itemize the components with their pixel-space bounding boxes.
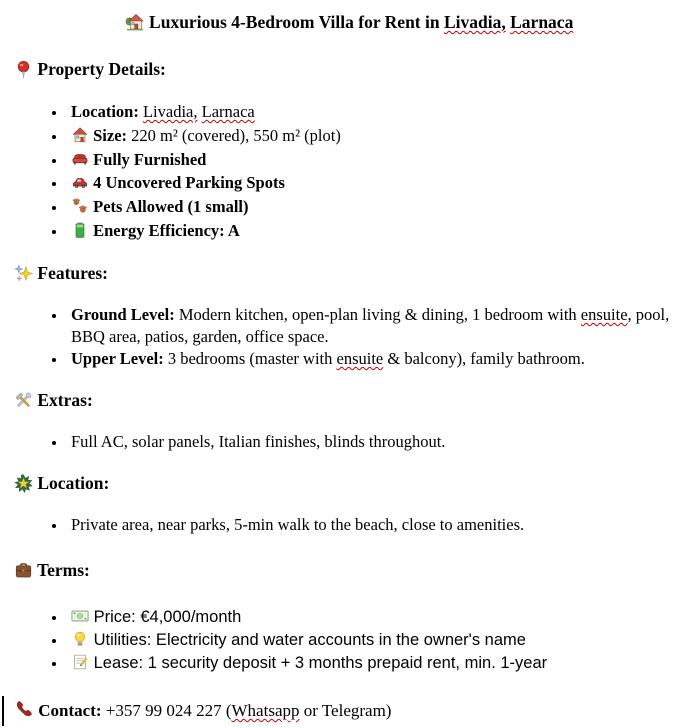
- briefcase-icon: [14, 561, 33, 580]
- title-misspelled-word: Larnaca: [510, 12, 574, 32]
- misspelled-word: ensuite: [336, 348, 384, 368]
- title-misspelled-word: Livadia,: [443, 12, 506, 32]
- location-label: Location:: [71, 102, 139, 121]
- upper-level-label: Upper Level:: [71, 348, 164, 368]
- house-icon: [71, 126, 89, 144]
- features-list: [0, 304, 698, 370]
- parking-label: 4 Uncovered Parking Spots: [93, 173, 285, 193]
- change-bar: [2, 696, 4, 726]
- sparkles-icon: [14, 264, 33, 283]
- memo-icon: [71, 653, 89, 671]
- property-details-list: [0, 100, 698, 243]
- telephone-receiver-icon: [14, 699, 34, 719]
- upper-level-text: 3 bedrooms (master with: [167, 348, 333, 368]
- section-title-text: Features:: [37, 262, 108, 283]
- list-item-energy: [67, 219, 698, 243]
- lease-text: Lease: 1 security deposit + 3 months prepaid rent, min. 1-year: [93, 653, 548, 672]
- price-text: Price: €4,000/month: [93, 607, 242, 626]
- couch-icon: [71, 150, 89, 168]
- list-item-furnished: [67, 148, 698, 172]
- extras-list: [0, 431, 698, 453]
- list-item-lease: [67, 652, 698, 675]
- terms-list: [0, 606, 698, 675]
- page-title: [0, 0, 698, 33]
- section-heading-extras: [14, 388, 698, 412]
- location-list: [0, 514, 698, 536]
- list-item-utilities: [67, 629, 698, 652]
- house-with-garden-icon: [125, 12, 145, 32]
- misspelled-word: Larnaca: [201, 102, 255, 121]
- paw-prints-icon: [71, 197, 89, 215]
- extras-text: Full AC, solar panels, Italian finishes, blinds throughout.: [71, 431, 446, 451]
- section-heading-location: [14, 471, 698, 495]
- contact-suffix: or Telegram): [299, 700, 392, 720]
- furnished-label: Fully Furnished: [93, 149, 207, 169]
- pets-label: Pets Allowed (1 small): [93, 197, 249, 217]
- euro-banknote-icon: [71, 607, 89, 625]
- ground-level-text: Modern kitchen, open-plan living & dining, 1 bedroom with: [178, 304, 577, 324]
- section-heading-terms: [14, 558, 698, 582]
- energy-label: Energy Efficiency: A: [93, 220, 240, 240]
- ground-level-label: Ground Level:: [71, 304, 175, 324]
- upper-level-text-after: & balcony), family bathroom.: [383, 348, 585, 368]
- ground-level-text-after: , pool, BBQ area, patios, garden, office space.: [71, 304, 670, 346]
- title-text: Luxurious 4-Bedroom Villa for Rent in: [149, 12, 440, 32]
- list-item-location: [67, 100, 698, 124]
- size-label: Size:: [93, 125, 128, 145]
- size-value: 220 m² (covered), 550 m² (plot): [131, 125, 341, 145]
- contact-phone: +357 99 024 227 (: [105, 700, 232, 720]
- list-item-pets: [67, 195, 698, 219]
- hammer-and-wrench-icon: [14, 391, 33, 410]
- list-item-ground-level: [67, 304, 698, 348]
- round-pushpin-icon: [14, 60, 33, 79]
- battery-icon: [71, 221, 89, 239]
- list-item-location-desc: [67, 514, 698, 536]
- light-bulb-icon: [71, 630, 89, 648]
- list-item-size: [67, 124, 698, 148]
- list-item-parking: [67, 171, 698, 195]
- section-title-text: Extras:: [37, 389, 93, 410]
- list-item-upper-level: [67, 348, 698, 370]
- location-desc-text: Private area, near parks, 5-min walk to the beach, close to amenities.: [71, 514, 525, 534]
- misspelled-word: ensuite: [580, 304, 628, 324]
- list-item-price: [67, 606, 698, 629]
- car-icon: [71, 173, 89, 191]
- glowing-star-icon: [14, 474, 33, 493]
- misspelled-word: Whatsapp: [231, 700, 300, 720]
- utilities-text: Utilities: Electricity and water accounts in the owner's name: [93, 630, 526, 649]
- contact-label: Contact:: [38, 700, 102, 720]
- list-item-extras: [67, 431, 698, 453]
- contact-line: [0, 699, 698, 723]
- misspelled-word: Livadia,: [142, 102, 198, 121]
- section-heading-property-details: [14, 57, 698, 81]
- section-title-text: Property Details:: [37, 59, 166, 79]
- section-title-text: Location:: [37, 472, 110, 493]
- section-heading-features: [14, 261, 698, 285]
- section-title-text: Terms:: [37, 559, 90, 580]
